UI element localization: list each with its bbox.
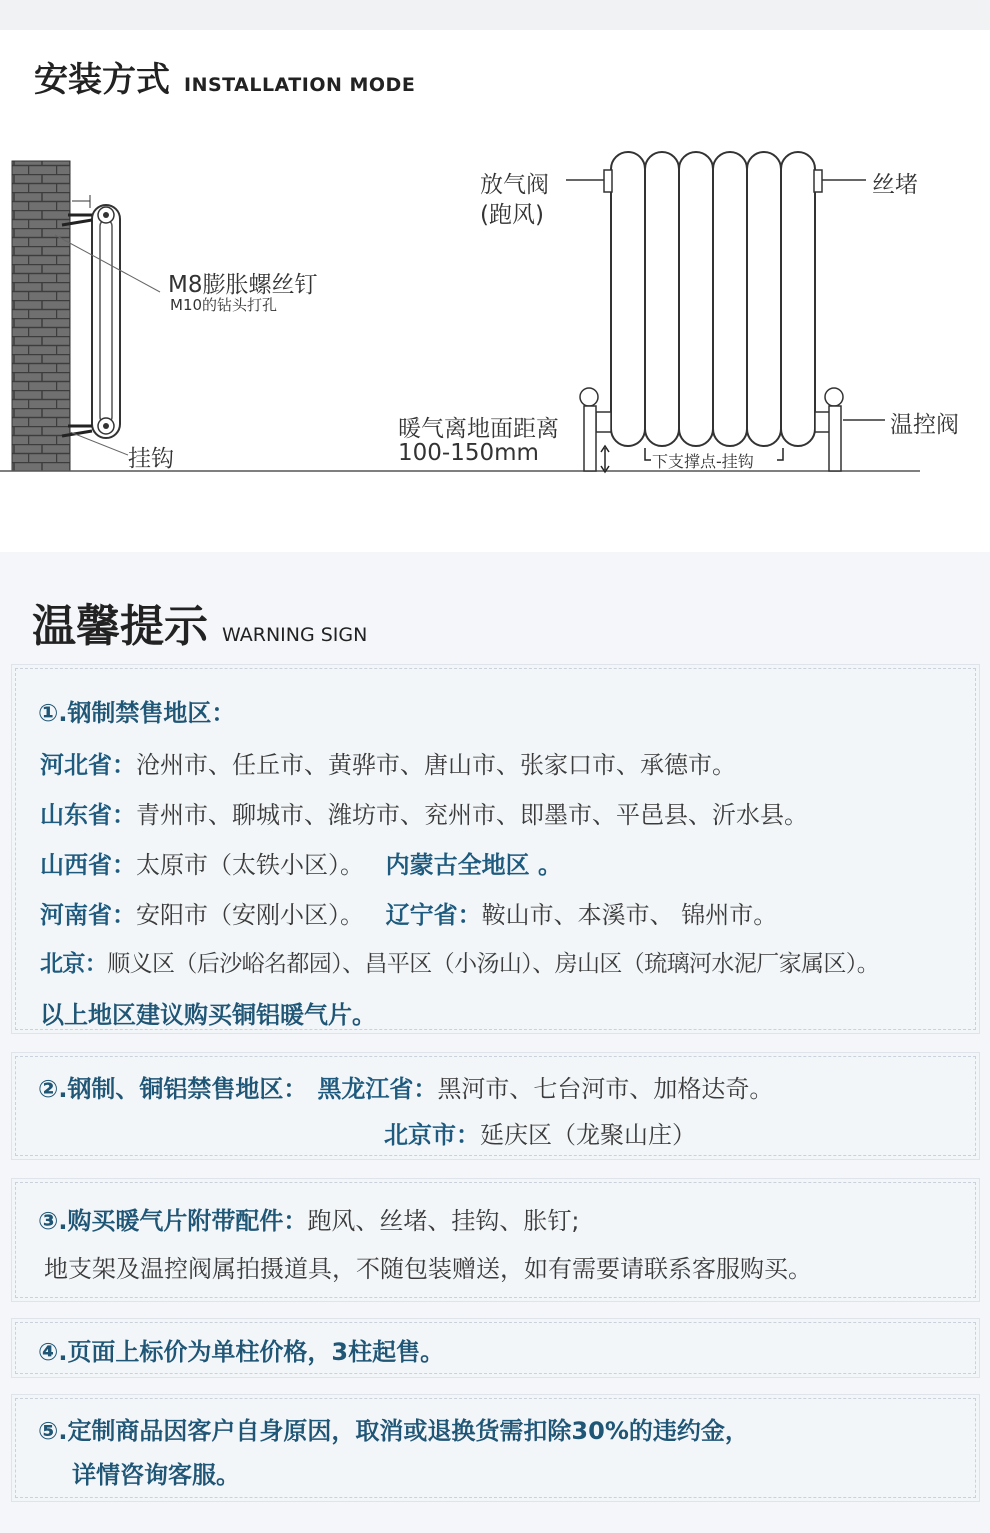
warning-card-2 <box>11 1052 980 1160</box>
henan-label: 河南省： <box>40 901 136 929</box>
liaoning-label: 辽宁省： <box>385 901 482 929</box>
label-air-valve-note: (跑风) <box>480 202 544 228</box>
warning-card-1 <box>11 664 980 1034</box>
beijing-city-label: 北京市： <box>384 1121 480 1149</box>
label-height: 暖气离地面距离 <box>398 416 559 442</box>
beijing-label: 北京： <box>40 951 108 977</box>
card3-note: 地支架及温控阀属拍摄道具，不随包装赠送，如有需要请联系客服购买。 <box>44 1255 812 1283</box>
label-plug: 丝堵 <box>872 172 918 198</box>
warning-title-cn: 温馨提示 <box>32 601 208 652</box>
liaoning-text: 鞍山市、本溪市、 锦州市。 <box>481 901 778 929</box>
label-drill-note: M10的钻头打孔 <box>170 296 278 314</box>
label-hook: 挂钩 <box>128 446 174 472</box>
top-strip <box>0 0 990 30</box>
label-thermo-valve: 温控阀 <box>890 412 959 438</box>
card1-heading: ①.钢制禁售地区： <box>38 699 236 727</box>
heilongjiang-text: 黑河市、七台河市、加格达奇。 <box>437 1075 774 1103</box>
warning-card-4 <box>11 1318 980 1378</box>
radiator-side-view <box>55 195 160 455</box>
card4-text: ④.页面上标价为单柱价格，3柱起售。 <box>38 1338 445 1366</box>
card1-advice: 以上地区建议购买铜铝暖气片。 <box>40 1001 376 1029</box>
card5-line2: 详情咨询客服。 <box>72 1461 240 1489</box>
radiator-front-view <box>566 152 885 472</box>
label-height-value: 100-150mm <box>398 440 539 466</box>
shanxi-text: 太原市（太铁小区）。 <box>136 851 364 879</box>
label-support: 下支撑点-挂钩 <box>652 452 754 471</box>
card3-parts: 跑风、丝堵、挂钩、胀钉; <box>307 1207 580 1235</box>
installation-diagram <box>0 30 990 552</box>
shandong-label: 山东省： <box>40 801 136 829</box>
henan-text: 安阳市（安刚小区）。 <box>136 901 364 929</box>
warning-title-en: WARNING SIGN <box>222 624 368 646</box>
card5-line1: ⑤.定制商品因客户自身原因，取消或退换货需扣除30%的违约金， <box>38 1417 749 1445</box>
heilongjiang-label: 黑龙江省： <box>317 1075 438 1103</box>
beijing-city-text: 延庆区（龙聚山庄） <box>480 1121 696 1149</box>
card3-heading: ③.购买暖气片附带配件： <box>38 1207 308 1235</box>
installation-title-cn: 安装方式 <box>34 60 170 100</box>
hebei-label: 河北省： <box>40 751 136 779</box>
label-air-valve: 放气阀 <box>480 172 549 198</box>
neimenggu-text: 内蒙古全地区 。 <box>385 851 562 879</box>
warning-title <box>32 590 367 654</box>
card2-heading: ②.钢制、铜铝禁售地区： <box>38 1075 308 1103</box>
hebei-text: 沧州市、任丘市、黄骅市、唐山市、张家口市、承德市。 <box>136 751 736 779</box>
warning-card-3 <box>11 1178 980 1302</box>
label-expansion-bolt: M8膨胀螺丝钉 <box>168 272 318 298</box>
shandong-text: 青州市、聊城市、潍坊市、兖州市、即墨市、平邑县、沂水县。 <box>136 801 808 829</box>
brick-wall <box>12 161 70 471</box>
warning-card-5 <box>11 1394 980 1502</box>
shanxi-label: 山西省： <box>40 851 136 879</box>
installation-section <box>0 30 990 552</box>
installation-title-en: INSTALLATION MODE <box>184 74 416 96</box>
beijing-text: 顺义区（后沙峪名都园）、昌平区（小汤山）、房山区（琉璃河水泥厂家属区）。 <box>107 951 880 977</box>
